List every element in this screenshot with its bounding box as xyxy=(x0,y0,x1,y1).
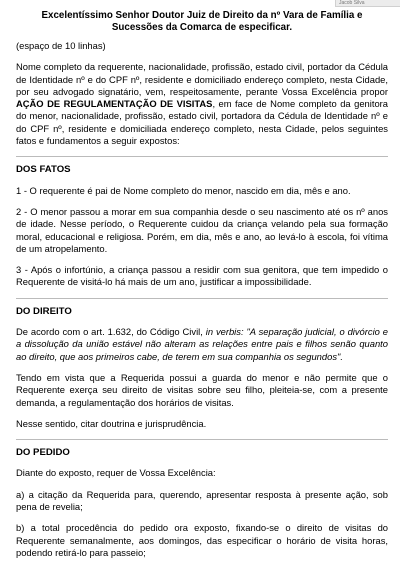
document-page xyxy=(16,10,388,568)
document-heading: Excelentíssimo Senhor Doutor Juiz de Direito da nº Vara de Família e Sucessões da Comarca de especificar. xyxy=(41,10,363,33)
pedido-paragraph-1: Diante do exposto, requer de Vossa Excelência: xyxy=(16,467,216,479)
fatos-paragraph-2: 2 - O menor passou a morar em sua companhia desde o seu nascimento até os nº anos de idade. Nesse período, o Requerente cuidou da criança velando pela sua formação moral, educacional e religiosa. Porém, em dia, mês e ano, ao levá-lo à escola, foi vítima de um atropelamento. xyxy=(16,205,388,254)
law-quote: : "A separação judicial, o divórcio e a dissolução da união estável não alteram as relações entre pais e filhos senão quanto ao direito, que aos primeiros cabe, de terem em sua companhia os segundos". xyxy=(16,326,388,362)
section-title-pedido: DO PEDIDO xyxy=(16,447,70,459)
in-verbis: in verbis xyxy=(205,326,241,338)
intro-part1: Nome completo da requerente, nacionalidade, profissão, estado civil, portador da Cédula de Identidade nº e do CPF nº, residente e domiciliado endereço completo, nesta Cidade, por seu advogado signatário, vem, respeitosamente, perante Vossa Excelência propor xyxy=(16,61,388,97)
pedido-item-a: a) a citação da Requerida para, querendo, apresentar resposta à presente ação, sob pena de revelia; xyxy=(16,488,388,513)
corner-label: Jacob Silva xyxy=(339,0,365,6)
fatos-paragraph-3: 3 - Após o infortúnio, a criança passou a residir com sua genitora, que tem impedido o Requerente de visitá-lo há mais de um ano, justificar a impossibilidade. xyxy=(16,264,388,288)
section-divider xyxy=(16,156,388,157)
pedido-item-b: b) a total procedência do pedido ora exposto, fixando-se o direito de visitas do Requerente semanalmente, aos domingos, das especificar o horário de visita horas, podendo retirá-lo para passeio; xyxy=(16,522,388,558)
top-corner-tab xyxy=(335,0,400,7)
section-divider xyxy=(16,439,388,440)
section-divider xyxy=(16,298,388,299)
direito-lead: De acordo com o art. 1.632, do Código Civil, xyxy=(16,326,206,338)
direito-paragraph-2: Tendo em vista que a Requerida possui a guarda do menor e não permite que o Requerente exerça seu direito de visitas sobre seu filho, pleiteia-se, com a presente demanda, a regulamentação dos horários de visitas. xyxy=(16,371,388,408)
direito-paragraph-3: Nesse sentido, citar doutrina e jurisprudência. xyxy=(16,417,207,429)
intro-paragraph xyxy=(16,61,388,147)
section-title-fatos: DOS FATOS xyxy=(16,164,71,176)
direito-paragraph-1 xyxy=(16,326,388,363)
intro-part2: , em face de Nome completo da genitora do menor, nacionalidade, profissão, estado civil, portadora da Cédula de Identidade nº e do CPF nº, residente e domiciliada endereço completo, nesta Cidade, pelos seguintes fatos e fundamentos a seguir expostos: xyxy=(16,98,388,147)
action-title: AÇÃO DE REGULAMENTAÇÃO DE VISITAS xyxy=(16,98,213,110)
fatos-paragraph-1: 1 - O requerente é pai de Nome completo do menor, nascido em dia, mês e ano. xyxy=(16,184,351,196)
section-title-direito: DO DIREITO xyxy=(16,305,72,317)
space-note: (espaço de 10 linhas) xyxy=(16,40,106,51)
